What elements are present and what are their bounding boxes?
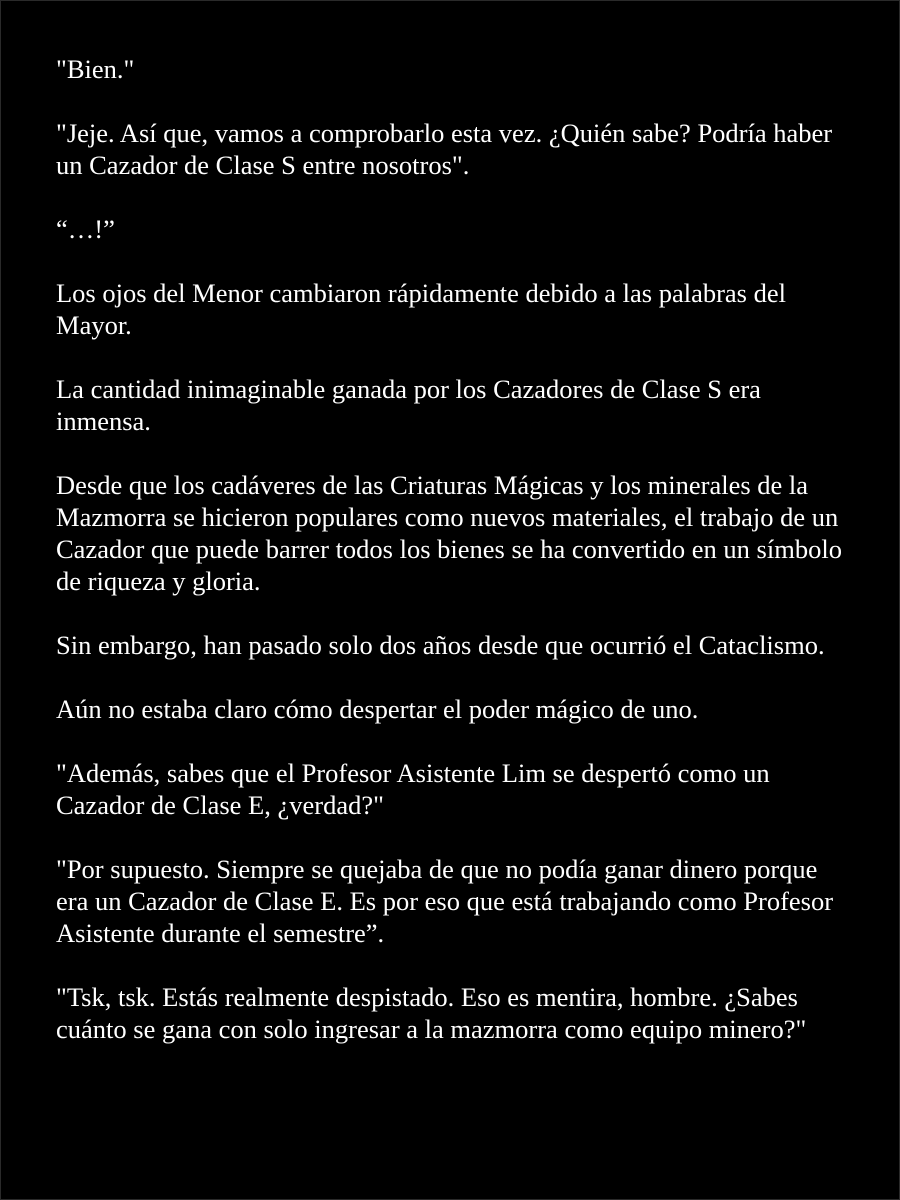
paragraph-6: Desde que los cadáveres de las Criaturas Mágicas y los minerales de la Mazmorra se hicieron populares como nuevos materiales, el trabajo de un Cazador que puede barrer todos los bienes se ha convertido en un símbolo de riqueza y gloria. — [56, 470, 842, 596]
paragraph-8: Aún no estaba claro cómo despertar el poder mágico de uno. — [56, 694, 699, 724]
paragraph-3: “…!” — [56, 214, 115, 244]
paragraph-4: Los ojos del Menor cambiaron rápidamente debido a las palabras del Mayor. — [56, 278, 786, 340]
paragraph-10: "Por supuesto. Siempre se quejaba de que no podía ganar dinero porque era un Cazador de Clase E. Es por eso que está trabajando como Profesor Asistente durante el semestre”. — [56, 854, 834, 948]
paragraph-5: La cantidad inimaginable ganada por los Cazadores de Clase S era inmensa. — [56, 374, 761, 436]
paragraph-11: "Tsk, tsk. Estás realmente despistado. Eso es mentira, hombre. ¿Sabes cuánto se gana con solo ingresar a la mazmorra como equipo minero?" — [56, 982, 807, 1044]
story-text — [56, 53, 856, 1045]
paragraph-1: "Bien." — [56, 54, 135, 84]
paragraph-9: "Además, sabes que el Profesor Asistente Lim se despertó como un Cazador de Clase E, ¿verdad?" — [56, 758, 770, 820]
paragraph-2: "Jeje. Así que, vamos a comprobarlo esta vez. ¿Quién sabe? Podría haber un Cazador de Clase S entre nosotros". — [56, 118, 833, 180]
paragraph-7: Sin embargo, han pasado solo dos años desde que ocurrió el Cataclismo. — [56, 630, 825, 660]
